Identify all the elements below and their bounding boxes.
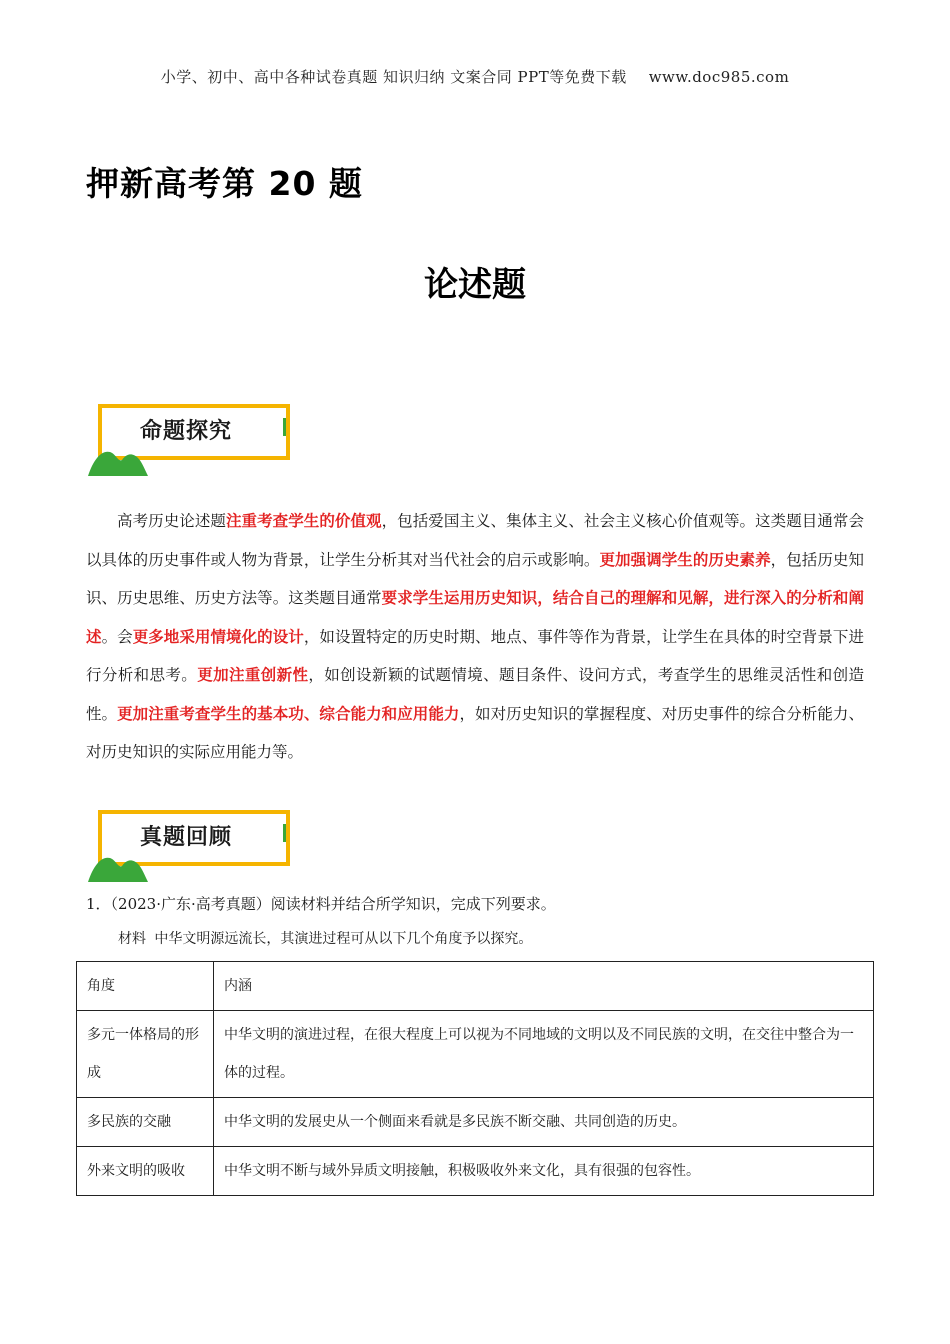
- page-header: [0, 66, 950, 87]
- table-cell: 多民族的交融: [77, 1098, 214, 1147]
- hill-icon: [88, 848, 148, 882]
- badge-accent-bar: [283, 824, 286, 842]
- table-row: [77, 1147, 874, 1196]
- material-intro: 材料 中华文明源远流长，其演进过程可从以下几个角度予以探究。: [118, 931, 533, 947]
- table-header-cell: 内涵: [214, 962, 874, 1011]
- table-row: [77, 1098, 874, 1147]
- table-row: [77, 1011, 874, 1098]
- table-cell: 中华文明不断与域外异质文明接触，积极吸收外来文化，具有很强的包容性。: [214, 1147, 874, 1196]
- table-cell: 多元一体格局的形成: [77, 1011, 214, 1098]
- question-stem: 1．（2023·广东·高考真题）阅读材料并结合所学知识，完成下列要求。: [86, 895, 556, 913]
- material-table: [76, 961, 874, 1196]
- page-title: 押新高考第 20 题: [86, 164, 363, 203]
- intro-paragraph: 高考历史论述题注重考查学生的价值观，包括爱国主义、集体主义、社会主义核心价值观等。这类题目通常会以具体的历史事件或人物为背景，让学生分析其对当代社会的启示或影响。更加强调学生的历史素养，包括历史知识、历史思维、历史方法等。这类题目通常要求学生运用历史知识，结合自己的理解和见解，进行深入的分析和阐述。会更多地采用情境化的设计，如设置特定的历史时期、地点、事件等作为背景，让学生在具体的时空背景下进行分析和思考。更加注重创新性，如创设新颖的试题情境、题目条件、设问方式，考查学生的思维灵活性和创造性。更加注重考查学生的基本功、综合能力和应用能力，如对历史知识的掌握程度、对历史事件的综合分析能力、对历史知识的实际应用能力等。: [86, 512, 864, 761]
- table-cell: 外来文明的吸收: [77, 1147, 214, 1196]
- table-cell: 中华文明的演进过程，在很大程度上可以视为不同地域的文明以及不同民族的文明，在交往中整合为一体的过程。: [214, 1011, 874, 1098]
- table-header-row: [77, 962, 874, 1011]
- badge-accent-bar: [283, 418, 286, 436]
- section-label: 命题探究: [140, 419, 233, 444]
- table-cell: 中华文明的发展史从一个侧面来看就是多民族不断交融、共同创造的历史。: [214, 1098, 874, 1147]
- page-subtitle: 论述题: [424, 265, 526, 305]
- header-site-link[interactable]: www.doc985.com: [648, 68, 790, 86]
- header-text: 小学、初中、高中各种试卷真题 知识归纳 文案合同 PPT等免费下载: [160, 68, 627, 86]
- section-badge-proposition: [88, 404, 298, 476]
- hill-icon: [88, 442, 148, 476]
- section-badge-review: [88, 810, 298, 882]
- section-label: 真题回顾: [140, 825, 233, 850]
- table-header-cell: 角度: [77, 962, 214, 1011]
